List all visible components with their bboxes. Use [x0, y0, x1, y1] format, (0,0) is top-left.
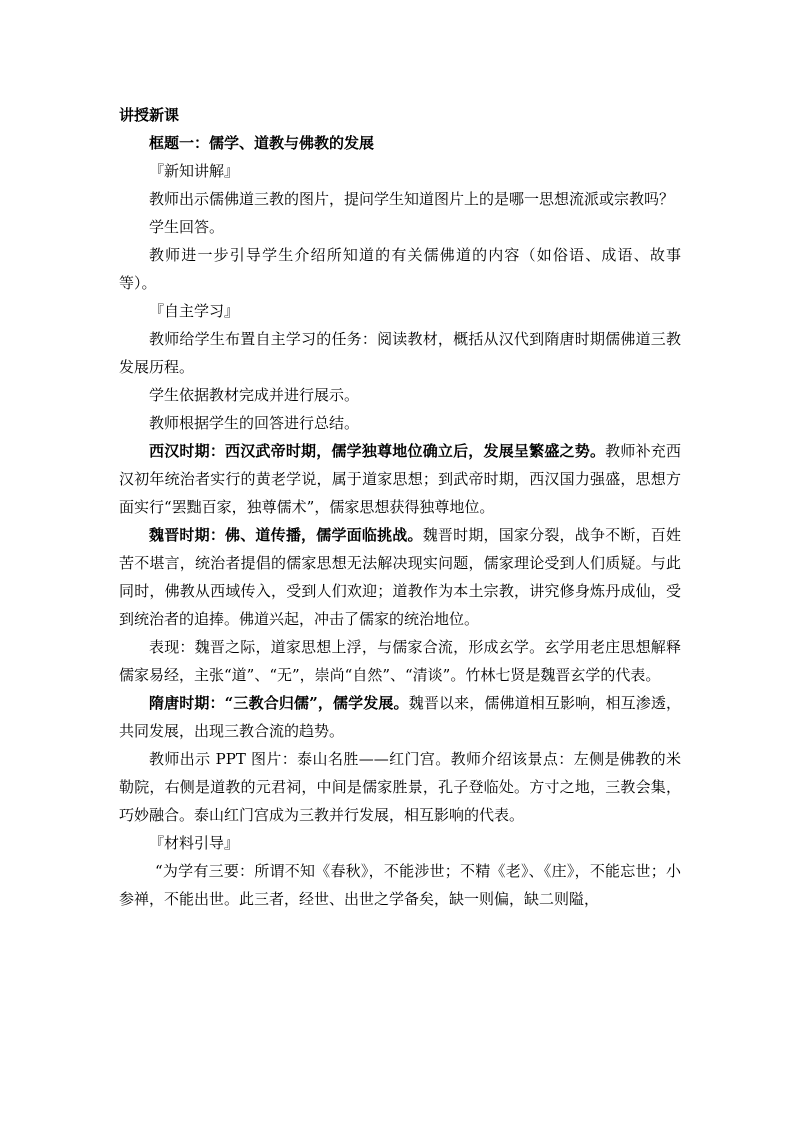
paragraph-11: 教师出示 PPT 图片：泰山名胜——红门宫。教师介绍该景点：左侧是佛教的米勒院，右侧是道教的元君祠，中间是儒家胜景，孔子登临处。方寸之地，三教会集，巧妙融合。泰山红门宫成为三教并行发展，相互影响的代表。 — [119, 750, 681, 824]
paragraph-sui-tang — [119, 689, 681, 745]
paragraph-wei-jin — [119, 521, 681, 633]
paragraph-quote: “为学有三要：所谓不知《春秋》，不能涉世；不精《老》、《庄》，不能忘世；小参禅，不能出世。此三者，经世、出世之学备矣，缺一则偏，缺二则隘， — [119, 862, 681, 908]
sui-tang-body: 魏晋以来，儒佛道相互影响，相互渗透，共同发展，出现三教合流的趋势。 — [119, 694, 681, 740]
sui-tang-heading: 隋唐时期：“三教合归儒”，儒学发展。 — [149, 694, 409, 712]
paragraph-5: 学生依据教材完成并进行展示。 — [149, 386, 360, 404]
paragraph-western-han — [119, 437, 681, 521]
paragraph-2: 学生回答。 — [149, 218, 225, 236]
document-page — [119, 101, 681, 913]
western-han-heading: 西汉时期：西汉武帝时期，儒学独尊地位确立后，发展呈繁盛之势。 — [149, 442, 606, 460]
marker-self-study: 『自主学习』 — [149, 302, 240, 320]
paragraph-3: 教师进一步引导学生介绍所知道的有关儒佛道的内容（如俗语、成语、故事等）。 — [119, 246, 681, 292]
paragraph-4: 教师给学生布置自主学习的任务：阅读教材，概括从汉代到隋唐时期儒佛道三教发展历程。 — [119, 330, 681, 376]
wei-jin-heading: 魏晋时期：佛、道传播，儒学面临挑战。 — [149, 526, 423, 544]
wei-jin-body: 魏晋时期，国家分裂，战争不断，百姓苦不堪言，统治者提倡的儒家思想无法解决现实问题，儒家理论受到人们质疑。与此同时，佛教从西域传入，受到人们欢迎；道教作为本土宗教，讲究修身炼丹成仙，受到统治者的追捧。佛道兴起，冲击了儒家的统治地位。 — [119, 526, 681, 628]
marker-material: 『材料引导』 — [149, 834, 240, 852]
marker-new-knowledge: 『新知讲解』 — [149, 162, 240, 180]
topic-title: 框题一：儒学、道教与佛教的发展 — [149, 134, 375, 152]
paragraph-6: 教师根据学生的回答进行总结。 — [149, 414, 360, 432]
section-title: 讲授新课 — [119, 106, 180, 124]
paragraph-1: 教师出示儒佛道三教的图片，提问学生知道图片上的是哪一思想流派或宗教吗？ — [149, 190, 675, 208]
paragraph-9: 表现：魏晋之际，道家思想上浮，与儒家合流，形成玄学。玄学用老庄思想解释儒家易经，主张“道”、“无”，崇尚“自然”、“清谈”。竹林七贤是魏晋玄学的代表。 — [119, 638, 681, 684]
western-han-body: 教师补充西汉初年统治者实行的黄老学说，属于道家思想；到武帝时期，西汉国力强盛，思想方面实行“罢黜百家，独尊儒术”，儒家思想获得独尊地位。 — [119, 442, 681, 516]
